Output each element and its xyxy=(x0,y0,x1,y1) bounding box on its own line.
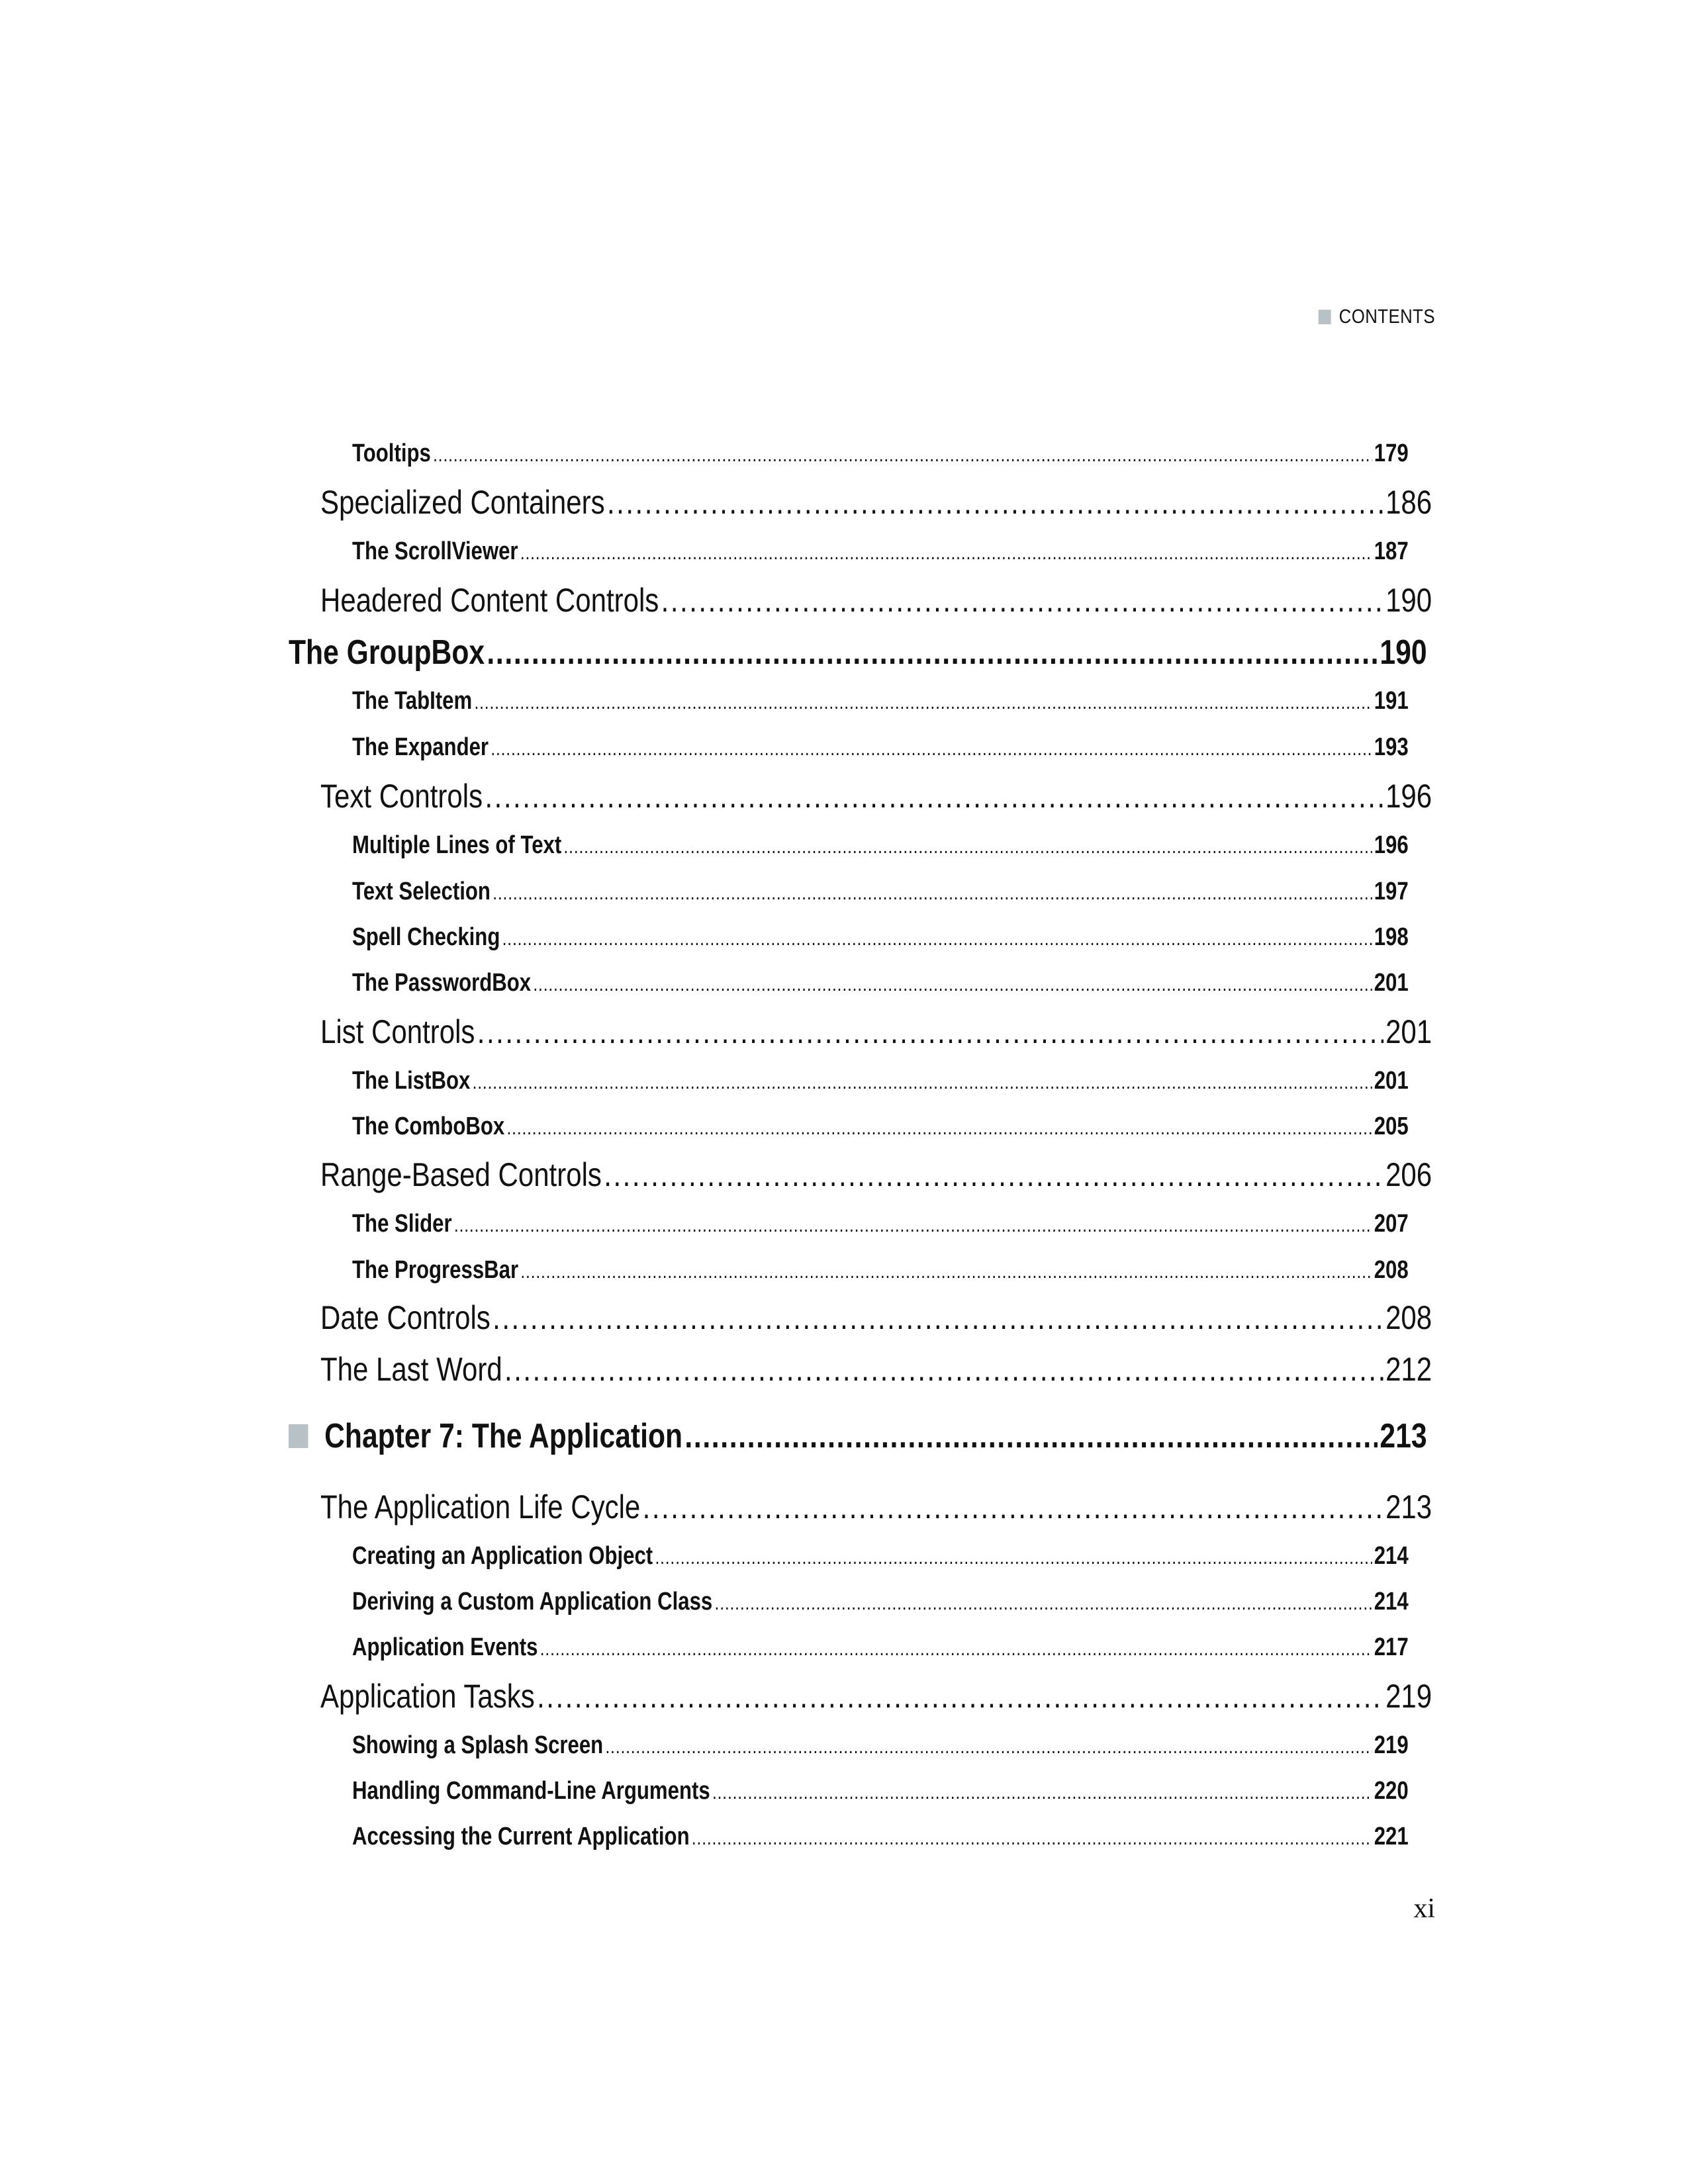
toc-entry-page: 207 xyxy=(1374,1210,1409,1238)
toc-entry[interactable] xyxy=(352,733,1409,762)
running-header-text: CONTENTS xyxy=(1338,306,1435,328)
toc-entry-page: 193 xyxy=(1374,733,1409,761)
toc-chapter-entry[interactable] xyxy=(289,1416,1427,1456)
toc-entry-title: The Last Word xyxy=(320,1351,502,1388)
toc-entry-page: 212 xyxy=(1385,1351,1432,1388)
toc-entry-title: The TabItem xyxy=(352,687,473,715)
toc-entry-page: 179 xyxy=(1374,439,1409,467)
toc-entry-title: Application Tasks xyxy=(320,1678,535,1715)
toc-entry-title: The ScrollViewer xyxy=(352,537,518,565)
toc-entry-title: Spell Checking xyxy=(352,923,500,951)
toc-entry-title: Multiple Lines of Text xyxy=(352,831,562,859)
toc-entry-title: The Expander xyxy=(352,733,489,761)
toc-entry-title: The PasswordBox xyxy=(352,969,532,997)
dot-leader xyxy=(507,1117,1372,1140)
dot-leader xyxy=(564,836,1372,858)
toc-entry-page: 190 xyxy=(1380,633,1427,672)
toc-entry-page: 220 xyxy=(1374,1777,1409,1805)
toc-entry[interactable] xyxy=(289,633,1427,672)
toc-entry-title: Deriving a Custom Application Class xyxy=(352,1588,713,1615)
dot-leader xyxy=(454,1214,1372,1237)
toc-entry-page: 190 xyxy=(1385,582,1432,619)
toc-entry[interactable] xyxy=(352,1633,1409,1662)
toc-entry-title: Text Selection xyxy=(352,878,491,905)
toc-entry-title: Showing a Splash Screen xyxy=(352,1731,604,1759)
toc-entry[interactable] xyxy=(352,923,1409,952)
dot-leader xyxy=(715,1592,1372,1615)
toc-entry[interactable] xyxy=(320,777,1432,815)
toc-entry-page: 191 xyxy=(1374,687,1409,715)
toc-entry[interactable] xyxy=(352,687,1409,715)
toc-entry-page: 196 xyxy=(1374,831,1409,859)
dot-leader xyxy=(643,1488,1383,1526)
toc-entry-title: Date Controls xyxy=(320,1299,491,1336)
toc-entry-title: Chapter 7: The Application xyxy=(324,1417,683,1455)
toc-entry-page: 198 xyxy=(1374,923,1409,951)
dot-leader xyxy=(477,1013,1383,1051)
toc-entry[interactable] xyxy=(320,1013,1432,1051)
toc-entry-page: 219 xyxy=(1374,1731,1409,1759)
toc-entry-title: The Slider xyxy=(352,1210,452,1238)
toc-entry-page: 214 xyxy=(1374,1588,1409,1615)
toc-entry-page: 186 xyxy=(1385,484,1432,521)
toc-entry-title: The ListBox xyxy=(352,1067,471,1095)
dot-leader xyxy=(607,483,1383,522)
toc-entry-title: Headered Content Controls xyxy=(320,582,659,619)
toc-entry-page: 187 xyxy=(1374,537,1409,565)
toc-entry[interactable] xyxy=(320,1677,1432,1715)
toc-entry-page: 206 xyxy=(1385,1156,1432,1193)
toc-entry-title: The ComboBox xyxy=(352,1113,505,1140)
toc-entry[interactable] xyxy=(352,1210,1409,1238)
toc-entry-page: 201 xyxy=(1374,1067,1409,1095)
toc-entry-page: 219 xyxy=(1385,1678,1432,1715)
dot-leader xyxy=(692,1827,1372,1850)
toc-entry-page: 208 xyxy=(1385,1299,1432,1336)
toc-entry-title: Range-Based Controls xyxy=(320,1156,602,1193)
dot-leader xyxy=(684,1416,1378,1456)
toc-entry-page: 221 xyxy=(1374,1823,1409,1850)
toc-entry[interactable] xyxy=(352,1113,1409,1141)
dot-leader xyxy=(533,974,1372,996)
toc-entry[interactable] xyxy=(320,581,1432,619)
toc-entry[interactable] xyxy=(352,969,1409,997)
dot-leader xyxy=(487,633,1378,672)
toc-entry[interactable] xyxy=(352,1777,1409,1805)
toc-entry-title: The GroupBox xyxy=(289,633,485,672)
dot-leader xyxy=(540,1638,1372,1661)
dot-leader xyxy=(475,692,1372,714)
dot-leader xyxy=(520,542,1372,565)
dot-leader xyxy=(491,738,1372,760)
toc-entry-page: 217 xyxy=(1374,1633,1409,1661)
dot-leader xyxy=(492,1298,1383,1337)
toc-entry[interactable] xyxy=(352,537,1409,566)
toc-entry-page: 214 xyxy=(1374,1542,1409,1570)
toc-entry[interactable] xyxy=(320,1156,1432,1194)
toc-entry-page: 213 xyxy=(1385,1488,1432,1525)
toc-entry-title: Accessing the Current Application xyxy=(352,1823,690,1850)
dot-leader xyxy=(433,444,1372,467)
toc-entry-title: Specialized Containers xyxy=(320,484,605,521)
toc-entry[interactable] xyxy=(352,831,1409,860)
toc-entry[interactable] xyxy=(352,1542,1409,1570)
toc-entry-page: 201 xyxy=(1385,1013,1432,1050)
toc-entry-title: The ProgressBar xyxy=(352,1256,519,1284)
dot-leader xyxy=(537,1677,1383,1715)
toc-entry[interactable] xyxy=(320,483,1432,522)
dot-leader xyxy=(520,1261,1372,1283)
dot-leader xyxy=(712,1782,1372,1804)
toc-entry-page: 201 xyxy=(1374,969,1409,997)
toc-entry-title: Creating an Application Object xyxy=(352,1542,653,1570)
toc-entry[interactable] xyxy=(352,1731,1409,1760)
dot-leader xyxy=(502,928,1372,950)
toc-entry[interactable] xyxy=(352,878,1409,906)
square-bullet-icon xyxy=(289,1424,308,1448)
toc-entry-title: List Controls xyxy=(320,1013,475,1050)
toc-entry[interactable] xyxy=(352,1588,1409,1616)
toc-entry-page: 208 xyxy=(1374,1256,1409,1284)
toc-entry-title: Text Controls xyxy=(320,778,483,815)
toc-entry[interactable] xyxy=(320,1298,1432,1337)
dot-leader xyxy=(655,1547,1372,1569)
dot-leader xyxy=(504,1350,1383,1388)
toc-entry[interactable] xyxy=(352,439,1409,468)
dot-leader xyxy=(606,1736,1372,1758)
toc-entry-title: Handling Command-Line Arguments xyxy=(352,1777,710,1805)
toc-entry[interactable] xyxy=(352,1256,1409,1285)
dot-leader xyxy=(661,581,1383,619)
toc-entry-title: Application Events xyxy=(352,1633,538,1661)
toc-entry-title: Tooltips xyxy=(352,439,431,467)
page-number: xi xyxy=(1413,1893,1435,1924)
dot-leader xyxy=(604,1156,1383,1194)
dot-leader xyxy=(473,1071,1372,1094)
toc-entry[interactable] xyxy=(352,1067,1409,1095)
toc-entry[interactable] xyxy=(320,1488,1432,1526)
toc-entry-title: The Application Life Cycle xyxy=(320,1488,641,1525)
dot-leader xyxy=(492,882,1372,905)
toc-entry-page: 197 xyxy=(1374,878,1409,905)
toc-entry-page: 205 xyxy=(1374,1113,1409,1140)
toc-entry[interactable] xyxy=(320,1350,1432,1388)
toc-entry[interactable] xyxy=(352,1823,1409,1851)
toc-entry-page: 196 xyxy=(1385,778,1432,815)
dot-leader xyxy=(485,777,1383,815)
toc-entry-page: 213 xyxy=(1380,1417,1427,1455)
